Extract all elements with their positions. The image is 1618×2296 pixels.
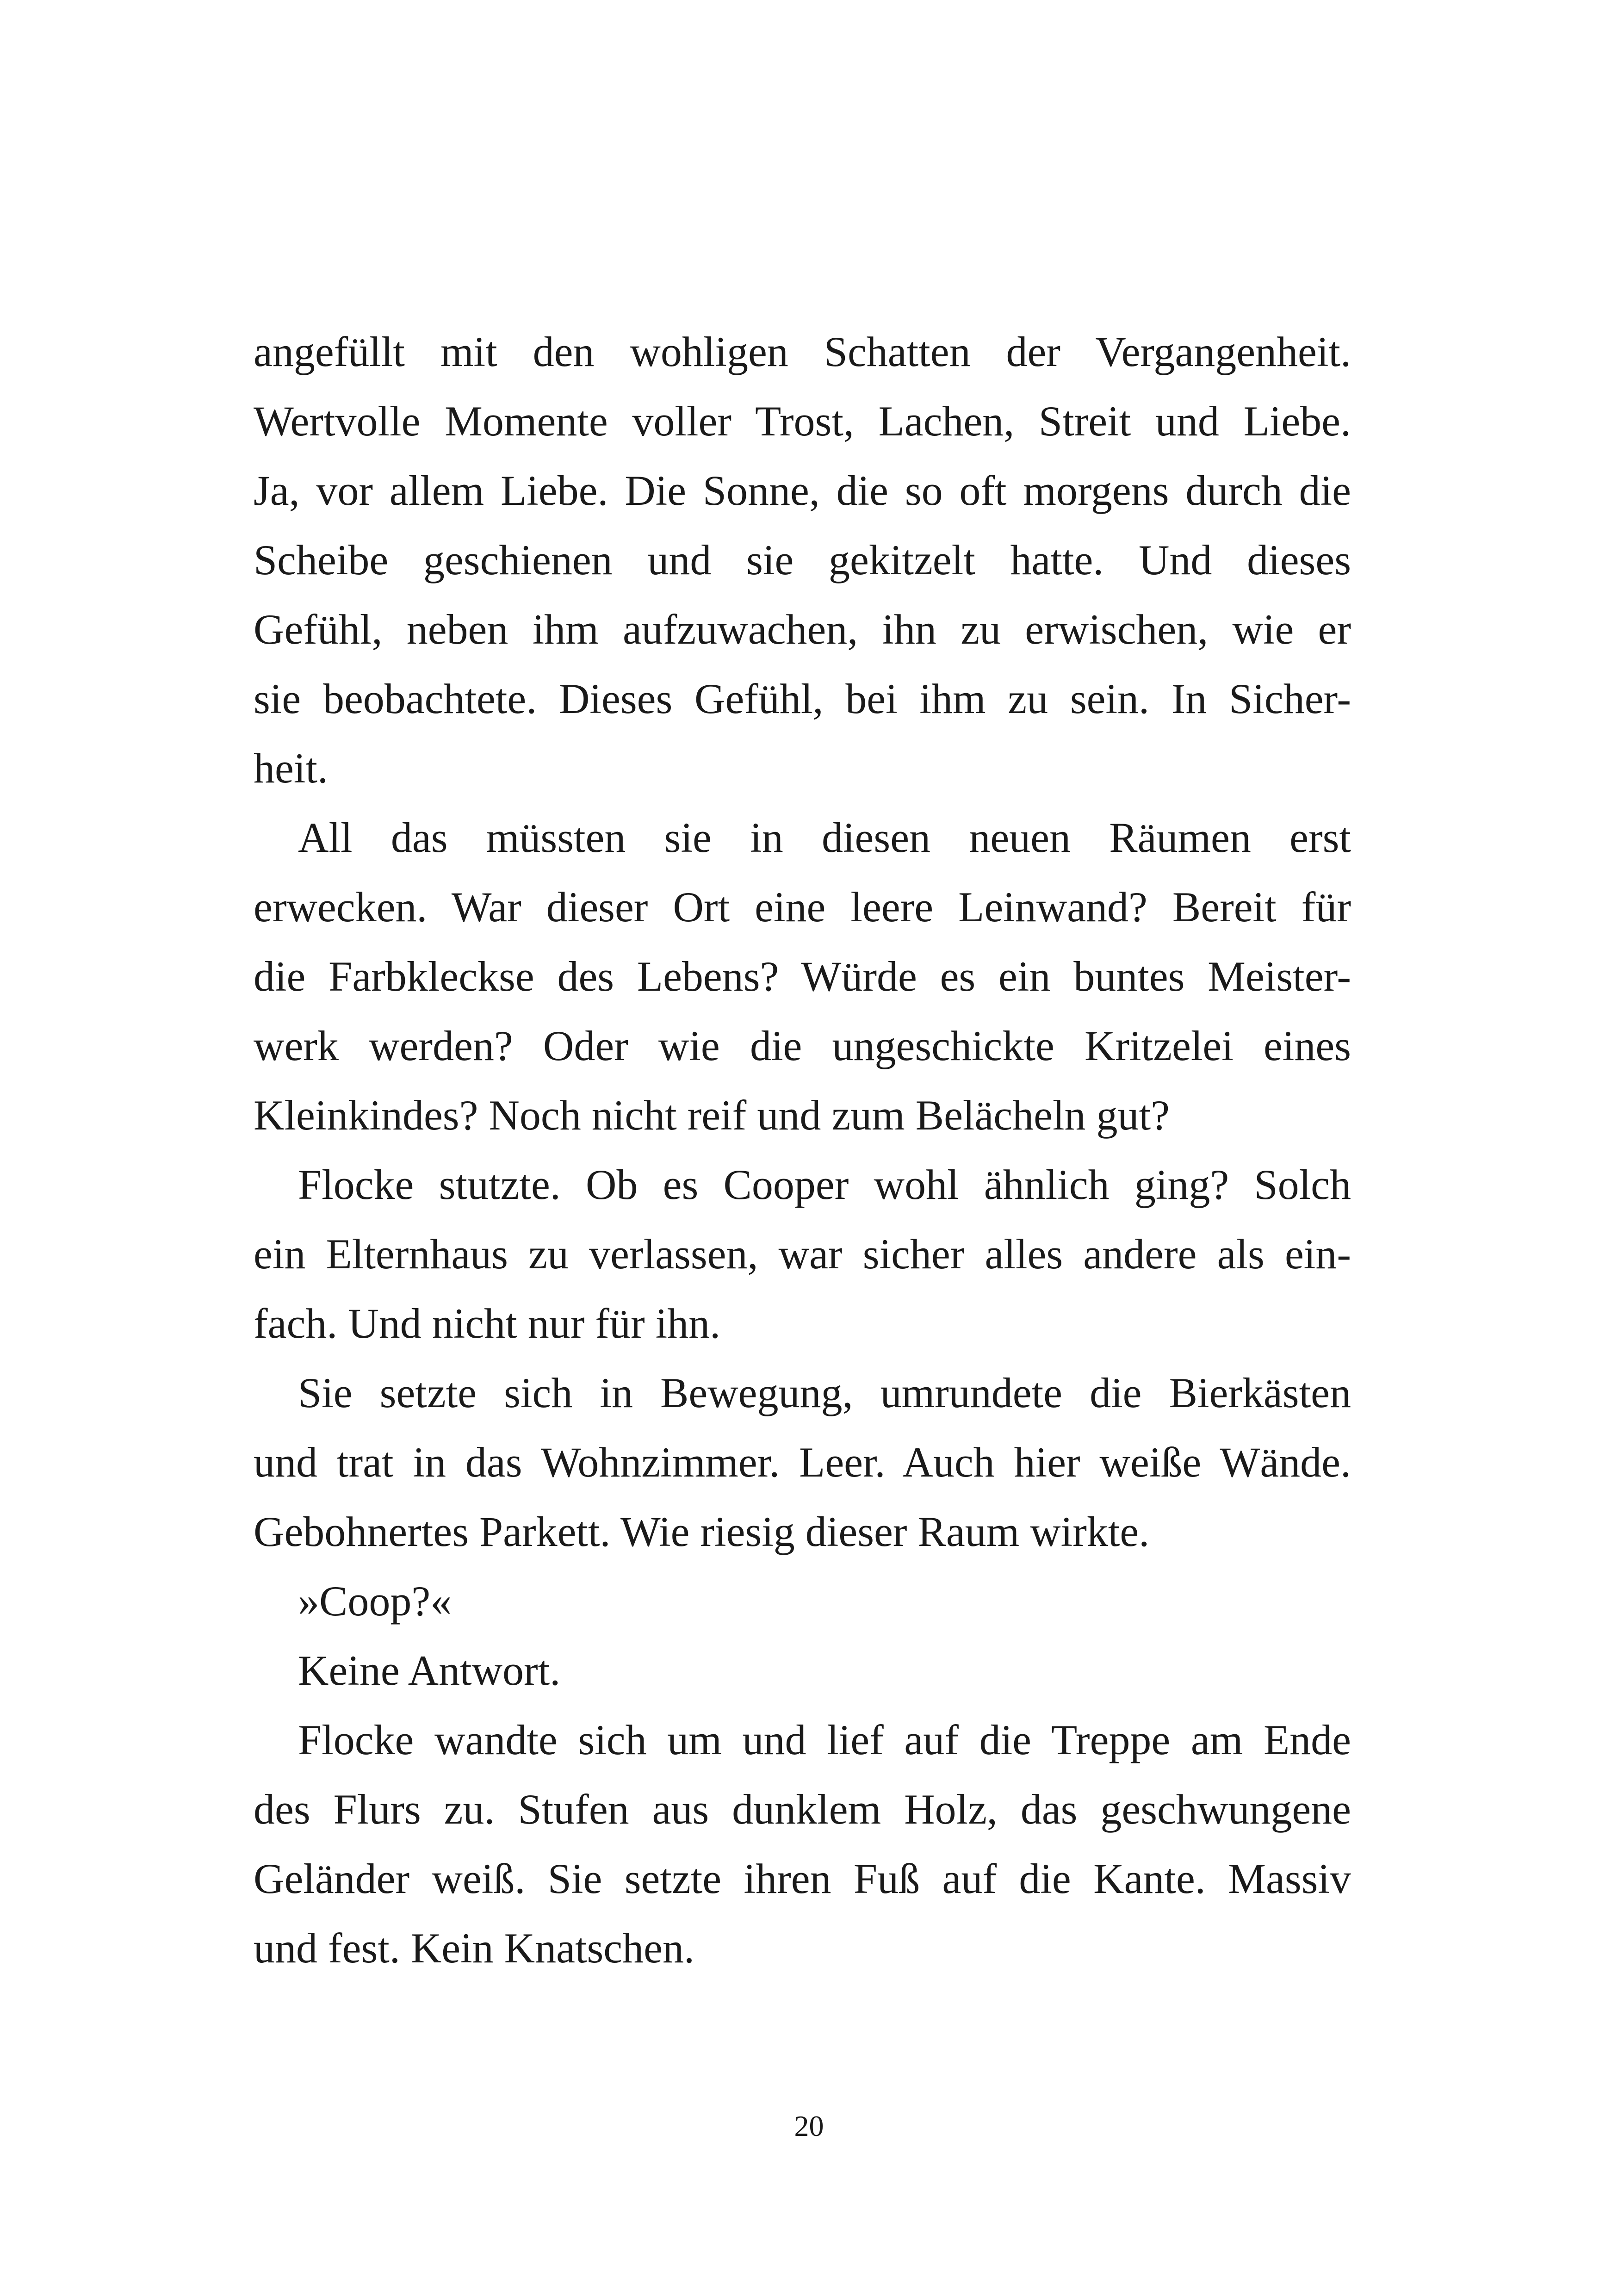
text-line: Wertvolle Momente voller Trost, Lachen, Streit und Liebe. xyxy=(254,397,1351,445)
text-line: die Farbkleckse des Lebens? Würde es ein buntes Meister- xyxy=(254,953,1351,1000)
text-line: sie beobachtete. Dieses Gefühl, bei ihm zu sein. In Sicher- xyxy=(254,675,1351,722)
text-line: Gefühl, neben ihm aufzuwachen, ihn zu erwischen, wie er xyxy=(254,606,1351,653)
text-line: »Coop?« xyxy=(298,1577,452,1625)
text-line: fach. Und nicht nur für ihn. xyxy=(254,1300,721,1347)
body-text xyxy=(254,317,1351,1983)
text-line: und fest. Kein Knatschen. xyxy=(254,1924,694,1972)
text-line: angefüllt mit den wohligen Schatten der Vergangenheit. xyxy=(254,328,1351,375)
text-line: des Flurs zu. Stufen aus dunklem Holz, das geschwungene xyxy=(254,1786,1351,1833)
text-line: Flocke wandte sich um und lief auf die Treppe am Ende xyxy=(298,1716,1351,1763)
text-line: heit. xyxy=(254,745,328,792)
text-line: Sie setzte sich in Bewegung, umrundete die Bierkästen xyxy=(298,1369,1351,1416)
text-line: Scheibe geschienen und sie gekitzelt hatte. Und dieses xyxy=(254,536,1351,583)
text-line: und trat in das Wohnzimmer. Leer. Auch hier weiße Wände. xyxy=(254,1439,1351,1486)
text-line: erwecken. War dieser Ort eine leere Leinwand? Bereit für xyxy=(254,883,1351,931)
text-line: Kleinkindes? Noch nicht reif und zum Belächeln gut? xyxy=(254,1092,1170,1139)
text-line: Gebohnertes Parkett. Wie riesig dieser Raum wirkte. xyxy=(254,1508,1150,1555)
text-line: werk werden? Oder wie die ungeschickte Kritzelei eines xyxy=(254,1022,1351,1069)
text-line: Flocke stutzte. Ob es Cooper wohl ähnlich ging? Solch xyxy=(298,1161,1351,1208)
page-number: 20 xyxy=(794,2110,824,2142)
text-line: All das müssten sie in diesen neuen Räumen erst xyxy=(298,814,1351,861)
text-line: Keine Antwort. xyxy=(298,1647,561,1694)
text-line: Ja, vor allem Liebe. Die Sonne, die so oft morgens durch die xyxy=(254,467,1351,514)
text-line: Geländer weiß. Sie setzte ihren Fuß auf die Kante. Massiv xyxy=(254,1855,1351,1902)
text-line: ein Elternhaus zu verlassen, war sicher alles andere als ein- xyxy=(254,1230,1351,1278)
